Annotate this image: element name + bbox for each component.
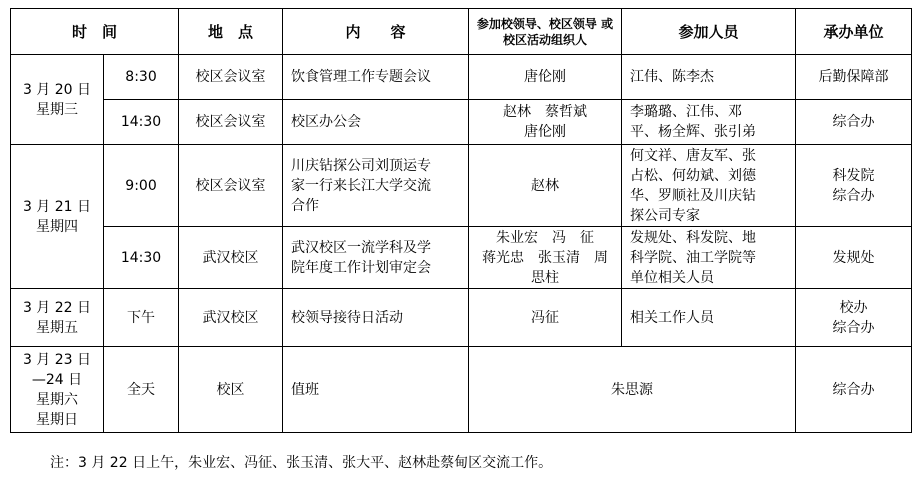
organizer-cell: 发规处 bbox=[796, 227, 912, 289]
leaders-cell: 赵林 bbox=[469, 145, 622, 227]
time-cell: 全天 bbox=[104, 347, 179, 433]
organizer-cell: 科发院 综合办 bbox=[796, 145, 912, 227]
participants-cell: 发规处、科发院、地 科学院、油工学院等 单位相关人员 bbox=[622, 227, 796, 289]
content-cell: 武汉校区一流学科及学 院年度工作计划审定会 bbox=[283, 227, 469, 289]
table-row bbox=[11, 55, 912, 100]
table-row bbox=[11, 145, 912, 227]
leaders-cell: 赵林 蔡哲斌 唐伦刚 bbox=[469, 100, 622, 145]
participants-cell: 何文祥、唐友军、张 占松、何幼斌、刘德 华、罗顺社及川庆钻 探公司专家 bbox=[622, 145, 796, 227]
header-leaders: 参加校领导、校区领导 或校区活动组织人 bbox=[469, 9, 622, 55]
organizer-cell: 综合办 bbox=[796, 347, 912, 433]
place-cell: 校区 bbox=[179, 347, 283, 433]
time-cell: 14:30 bbox=[104, 100, 179, 145]
place-cell: 校区会议室 bbox=[179, 145, 283, 227]
header-time: 时 间 bbox=[11, 9, 179, 55]
participants-cell: 李璐璐、江伟、邓 平、杨全辉、张引弟 bbox=[622, 100, 796, 145]
organizer-cell: 校办 综合办 bbox=[796, 289, 912, 347]
time-cell: 下午 bbox=[104, 289, 179, 347]
footnote: 注：3 月 22 日上午，朱业宏、冯征、张玉清、张大平、赵林赴蔡甸区交流工作。 bbox=[50, 455, 553, 471]
organizer-cell: 综合办 bbox=[796, 100, 912, 145]
place-cell: 校区会议室 bbox=[179, 100, 283, 145]
time-cell: 14:30 bbox=[104, 227, 179, 289]
leaders-cell: 冯征 bbox=[469, 289, 622, 347]
table-row bbox=[11, 347, 912, 433]
place-cell: 校区会议室 bbox=[179, 55, 283, 100]
time-cell: 9:00 bbox=[104, 145, 179, 227]
content-cell: 值班 bbox=[283, 347, 469, 433]
table-row bbox=[11, 289, 912, 347]
time-cell: 8:30 bbox=[104, 55, 179, 100]
place-cell: 武汉校区 bbox=[179, 227, 283, 289]
table-row bbox=[11, 227, 912, 289]
place-cell: 武汉校区 bbox=[179, 289, 283, 347]
content-cell: 校区办公会 bbox=[283, 100, 469, 145]
organizer-cell: 后勤保障部 bbox=[796, 55, 912, 100]
schedule-table bbox=[10, 8, 912, 433]
leaders-cell: 唐伦刚 bbox=[469, 55, 622, 100]
participants-cell: 江伟、陈李杰 bbox=[622, 55, 796, 100]
header-participants: 参加人员 bbox=[622, 9, 796, 55]
date-cell: 3 月 22 日 星期五 bbox=[11, 289, 104, 347]
header-organizer: 承办单位 bbox=[796, 9, 912, 55]
content-cell: 校领导接待日活动 bbox=[283, 289, 469, 347]
date-cell: 3 月 23 日 —24 日 星期六 星期日 bbox=[11, 347, 104, 433]
header-content: 内 容 bbox=[283, 9, 469, 55]
header-place: 地 点 bbox=[179, 9, 283, 55]
date-cell: 3 月 21 日 星期四 bbox=[11, 145, 104, 289]
content-cell: 川庆钻探公司刘顶运专 家一行来长江大学交流 合作 bbox=[283, 145, 469, 227]
content-cell: 饮食管理工作专题会议 bbox=[283, 55, 469, 100]
date-cell: 3 月 20 日 星期三 bbox=[11, 55, 104, 145]
table-row bbox=[11, 100, 912, 145]
leaders-cell: 朱业宏 冯 征 蒋光忠 张玉清 周 思柱 bbox=[469, 227, 622, 289]
duty-person-cell: 朱思源 bbox=[469, 347, 796, 433]
participants-cell: 相关工作人员 bbox=[622, 289, 796, 347]
